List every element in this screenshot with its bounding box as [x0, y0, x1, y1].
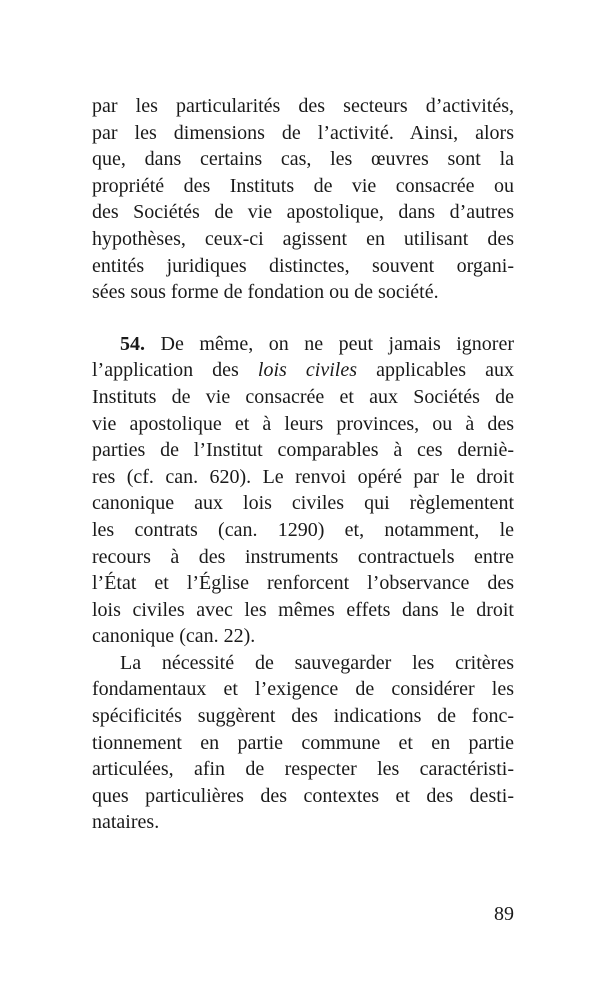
text-segment: l’application des	[92, 359, 258, 382]
page-number: 89	[494, 903, 514, 925]
text-line: res (cf. can. 620). Le renvoi opéré par le droit	[92, 465, 514, 488]
text-line: ques particulières des contextes et des desti-	[92, 784, 514, 807]
text-line: lois civiles avec les mêmes effets dans le droit	[92, 598, 514, 621]
text-line: des Sociétés de vie apostolique, dans d’autres	[92, 201, 514, 224]
text-line: canonique aux lois civiles qui règlementent	[92, 492, 514, 515]
text-line: La nécessité de sauvegarder les critères	[120, 651, 514, 674]
text-line: propriété des Instituts de vie consacrée ou	[92, 174, 514, 197]
text-line: parties de l’Institut comparables à ces derniè-	[92, 439, 514, 462]
text-line: hypothèses, ceux-ci agissent en utilisant des	[92, 227, 514, 250]
text-line	[92, 331, 514, 358]
italic-term: lois civiles	[257, 359, 357, 382]
text-segment: De même, on ne peut jamais ignorer	[145, 332, 514, 355]
text-line: entités juridiques distinctes, souvent organi-	[92, 254, 514, 277]
text-segment: applicables aux	[357, 359, 515, 382]
text-line: fondamentaux et l’exigence de considérer les	[92, 678, 514, 701]
text-line: spécificités suggèrent des indications de fonc-	[92, 705, 514, 728]
text-line: l’État et l’Église renforcent l’observance des	[92, 572, 514, 595]
text-line: articulées, afin de respecter les caractéristi-	[92, 758, 514, 781]
paragraph-3	[92, 650, 514, 836]
text-line: recours à des instruments contractuels entre	[92, 545, 514, 568]
text-line: canonique (can. 22).	[92, 625, 256, 648]
text-line	[92, 357, 514, 384]
text-line: vie apostolique et à leurs provinces, ou à des	[92, 412, 514, 435]
text-line: par les particularités des secteurs d’activités,	[92, 95, 514, 117]
text-line: par les dimensions de l’activité. Ainsi, alors	[92, 121, 514, 144]
paragraph-number: 54.	[120, 332, 145, 355]
paragraph-1	[92, 93, 514, 306]
text-line: Instituts de vie consacrée et aux Sociétés de	[92, 385, 514, 408]
paragraph-54	[92, 331, 514, 650]
text-line: que, dans certains cas, les œuvres sont la	[92, 148, 514, 171]
text-line: tionnement en partie commune et en partie	[92, 731, 514, 754]
page-body	[92, 93, 514, 836]
text-line: sées sous forme de fondation ou de société.	[92, 281, 439, 304]
paragraph-gap	[92, 306, 514, 331]
text-line: les contrats (can. 1290) et, notamment, le	[92, 518, 514, 541]
text-line: nataires.	[92, 811, 160, 834]
